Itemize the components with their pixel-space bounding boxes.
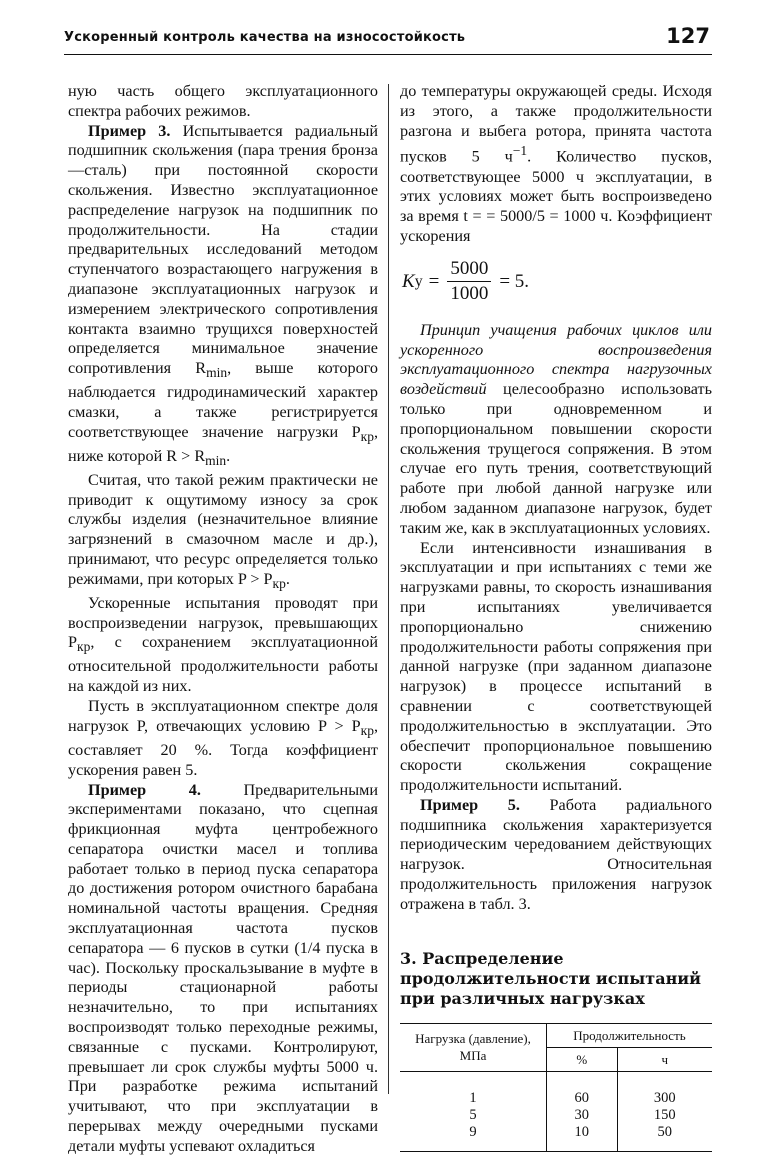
text-run: , составляет 20 %. Тогда коэффициент ускорения равен 5. xyxy=(68,716,378,779)
cell-load: 5 xyxy=(469,1106,477,1123)
text-run: , с сохранением эксплуатационной относительной продолжительности работы на каждой из них. xyxy=(68,633,378,696)
text-run: , ниже которой R > R xyxy=(68,422,378,465)
header-title: Ускоренный контроль качества на износостойкость xyxy=(64,30,466,45)
cell-hours: 300 xyxy=(617,1071,712,1107)
text-run: целесообразно использовать только при одновременном и пропорциональном повышении скорости скольжения трущегося сопряжения. В этом случае его путь трения, соответствующий работе при любой данной нагрузке или любом заданном диапазоне нагрузок, будет таким же, как в эксплуатационных условиях. xyxy=(400,380,712,537)
text-run: Работа радиального подшипника скольжения характеризуется периодическим чередованием действующих нагрузок. Относительная продолжительность приложения нагрузок отражена в табл. 3. xyxy=(400,795,713,913)
cell-hours: 150 xyxy=(617,1107,712,1124)
text-run: . xyxy=(226,446,231,465)
formula-equals: = xyxy=(428,270,440,292)
cell-hours: 50 xyxy=(617,1124,712,1152)
running-header xyxy=(64,26,712,55)
table-row xyxy=(400,1107,712,1124)
text-run: Ускоренные испытания проводят при воспроизведении нагрузок, превышающих P xyxy=(68,593,378,652)
paragraph-example-4 xyxy=(68,781,378,1157)
load-duration-table xyxy=(400,1023,712,1152)
cell-percent: 30 xyxy=(547,1107,618,1124)
header-load: Нагрузка (давление), МПа xyxy=(415,1031,531,1064)
formula-denominator: 1000 xyxy=(450,283,489,305)
subscript: кр xyxy=(360,723,374,739)
page-number: 127 xyxy=(666,24,710,48)
table-row xyxy=(400,1124,712,1152)
header-duration: Продолжительность xyxy=(547,1023,713,1047)
column-divider xyxy=(388,84,389,1094)
text-run: . xyxy=(285,569,290,588)
formula-rhs: = 5. xyxy=(499,270,530,292)
text-run: Испытывается радиальный подшипник скольжения (пара трения бронза—сталь) при постоянной скорости скольжения. Известно эксплуатационное распределение нагрузок на подшипник по продолжительности. На стадии предварительных исследований методом ступенчатого возрастающего нагружения в диапазоне эксплуатационных нагрузок и измерением электрического сопротивления контакта взаимно трущихся поверхностей определяется минимальное значение сопротивления R xyxy=(68,121,378,378)
formula-lhs: K xyxy=(402,270,415,292)
subscript: кр xyxy=(360,429,374,445)
table-row xyxy=(400,1071,712,1107)
cell-load: 9 xyxy=(469,1123,477,1140)
text-run: , выше которого наблюдается гидродинамический характер смазки, а также регистрируется соответствующее значение нагрузки P xyxy=(68,359,379,441)
text-run: Считая, что такой режим практически не приводит к ощутимому износу за срок службы изделия (незначительное влияние загрязнений в смазочном масле и др.), принимают, что ресурс определяется только режимами, при которых P > P xyxy=(68,470,378,588)
subscript: min xyxy=(205,453,227,469)
superscript: −1 xyxy=(512,143,528,159)
paragraph xyxy=(400,321,712,539)
paragraph xyxy=(68,471,378,594)
subscript: min xyxy=(206,365,228,381)
example-label: Пример 5. xyxy=(420,795,520,814)
example-label: Пример 3. xyxy=(88,121,171,140)
table-title: 3. Распределение продолжительности испытаний при различных нагрузках xyxy=(400,948,702,1008)
header-percent: % xyxy=(547,1047,618,1071)
text-run: Предварительными экспериментами показано, что сцепная фрикционная муфта центробежного сепаратора очистки масел и топлива работает только в период пуска сепаратора до достижения ротором очистного барабана номинальной частоты вращения. Средняя эксплуатационная частота пусков сепаратора — 6 пусков в сутки (1/4 пуска в час). Поскольку проскальзывание в муфте в периоды стационарной работы незначительно, то при испытаниях воспроизводят только переходные режимы, связанные с пусками. Контролируют, превышает ли срок службы муфты 5000 ч. При разработке режима испытаний учитывают, что при эксплуатации в перерывах между очередными пусками детали муфты успевают охладиться xyxy=(68,780,378,1155)
formula-numerator: 5000 xyxy=(447,257,491,282)
paragraph-example-3 xyxy=(68,122,378,471)
subscript: кр xyxy=(77,639,91,655)
cell-percent: 60 xyxy=(547,1071,618,1107)
italic-phrase: Принцип учащения рабочих циклов или ускоренного воспроизведения эксплуатационного спектра нагрузочных воздействий xyxy=(400,320,712,399)
text-run: до температуры окружающей среды. Исходя из этого, а также продолжительности разгона и выбега ротора, принята частота пусков 5 ч xyxy=(400,82,712,166)
formula-fraction xyxy=(447,257,491,306)
cell-load: 1 xyxy=(469,1089,477,1106)
right-column xyxy=(400,82,712,1152)
paragraph xyxy=(400,82,712,247)
paragraph: ную часть общего эксплуатационного спектра рабочих режимов. xyxy=(68,82,378,120)
acceleration-formula xyxy=(402,251,712,313)
paragraph xyxy=(68,697,378,780)
header-hours: ч xyxy=(617,1047,712,1071)
text-run: Пусть в эксплуатационном спектре доля нагрузок P, отвечающих условию P > P xyxy=(68,697,378,735)
paragraph: Если интенсивности изнашивания в эксплуатации и при испытаниях с теми же нагрузками равны, то скорость изнашивания при испытаниях увеличивается пропорционально снижению продолжительности работы сопряжения при данной нагрузке (при заданном диапазоне нагрузок) в процессе испытаний в сравнении с соответствующей продолжительностью в эксплуатации. Это обеспечит пропорциональное повышению скорости скольжения сокращение продолжительности испытаний. xyxy=(400,538,712,795)
text-run: . Количество пусков, соответствующее 5000 ч эксплуатации, в этих условиях может быть воспроизведено за время t = = 5000/5 = 1000 ч. Коэффициент ускорения xyxy=(400,147,712,245)
cell-percent: 10 xyxy=(547,1124,618,1152)
example-label: Пример 4. xyxy=(88,780,201,799)
subscript: кр xyxy=(272,576,286,592)
left-column xyxy=(68,82,378,1157)
paragraph xyxy=(68,594,378,697)
formula-lhs-subscript: у xyxy=(414,272,423,290)
paragraph-example-5 xyxy=(400,796,712,915)
